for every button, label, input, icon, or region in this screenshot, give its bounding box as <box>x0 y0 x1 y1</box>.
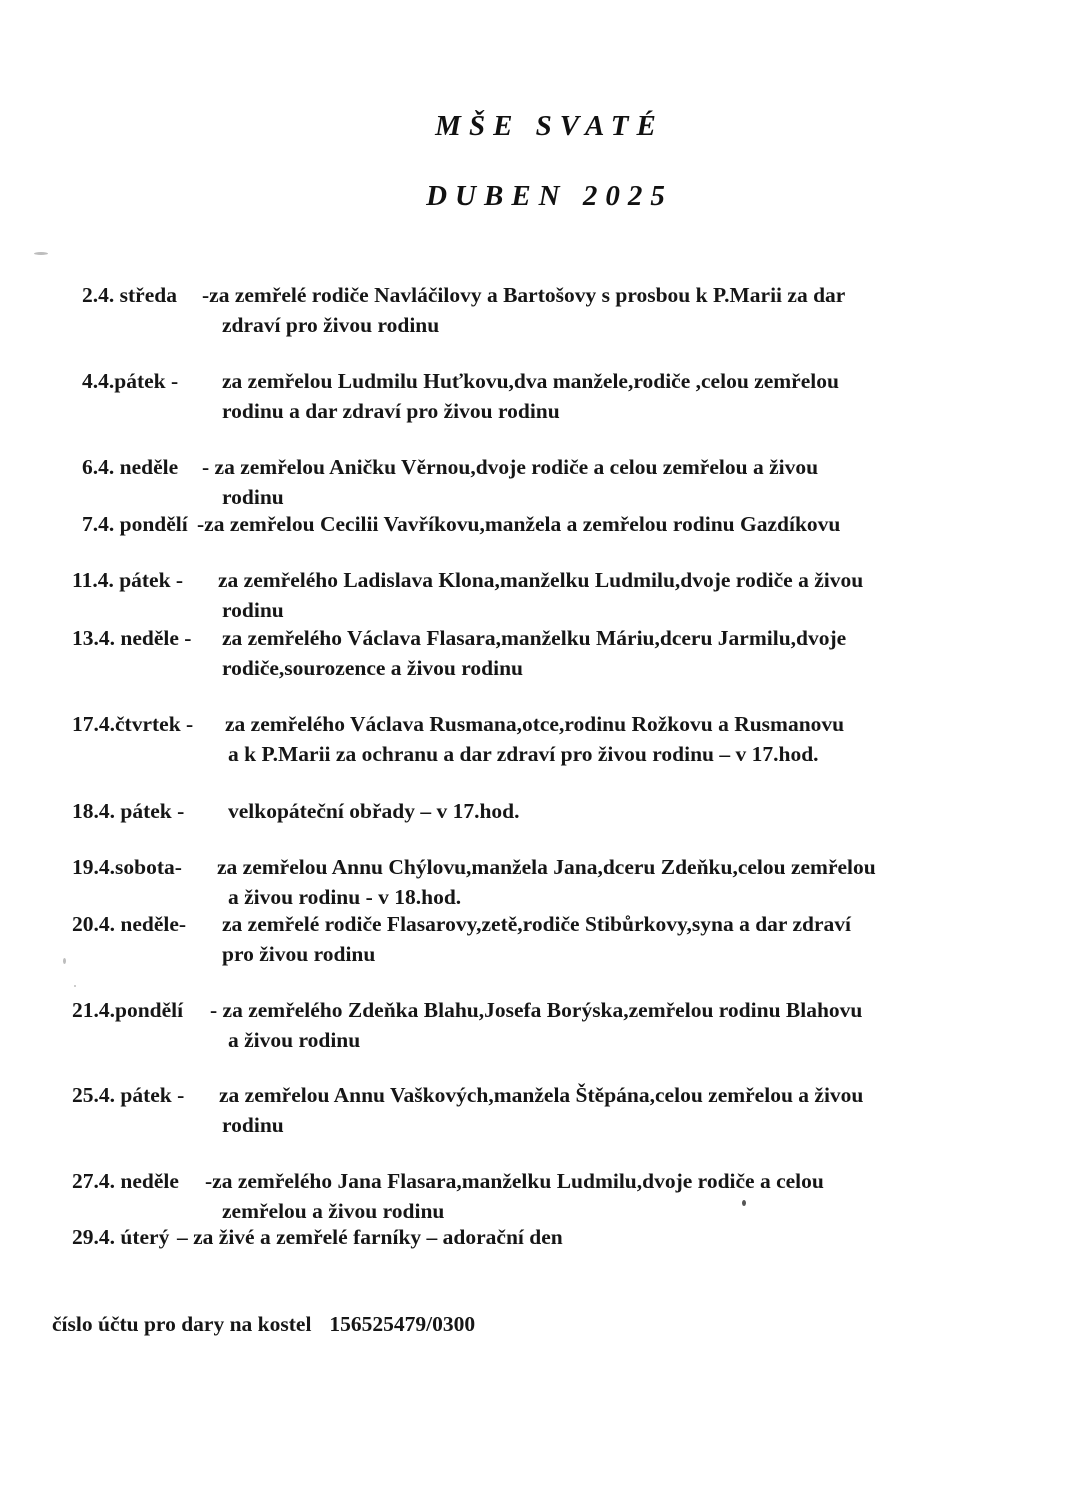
mass-intention-continuation: rodiče,sourozence a živou rodinu <box>222 656 523 680</box>
mass-date: 27.4. neděle <box>72 1169 179 1193</box>
mass-date: 11.4. pátek - <box>72 568 184 592</box>
mass-intention: za zemřelého Václava Rusmana,otce,rodinu Rožkovu a Rusmanovu <box>225 712 845 736</box>
bank-account-line <box>52 1309 475 1339</box>
mass-intention: -za zemřelé rodiče Navláčilovy a Bartošovy s prosbou k P.Marii za dar <box>202 283 846 307</box>
mass-date: 29.4. úterý <box>72 1225 170 1249</box>
mass-intention-continuation: rodinu a dar zdraví pro živou rodinu <box>222 399 560 423</box>
mass-intention-continuation: zdraví pro živou rodinu <box>222 313 440 337</box>
mass-intention: - za zemřelého Zdeňka Blahu,Josefa Borýska,zemřelou rodinu Blahovu <box>210 998 863 1022</box>
scan-speck <box>34 252 48 255</box>
mass-date: 17.4.čtvrtek - <box>72 712 194 736</box>
mass-date: 18.4. pátek - <box>72 799 185 823</box>
mass-date: 13.4. neděle - <box>72 626 192 650</box>
page-title: MŠE SVATÉ <box>435 110 664 142</box>
mass-intention: za zemřelou Annu Vaškových,manžela Štěpána,celou zemřelou a živou <box>219 1083 864 1107</box>
mass-intention: velkopáteční obřady – v 17.hod. <box>228 799 520 823</box>
mass-date: 7.4. pondělí <box>82 512 188 536</box>
mass-intention: -za zemřelou Cecilii Vavříkovu,manžela a zemřelou rodinu Gazdíkovu <box>197 512 841 536</box>
mass-intention-continuation: rodinu <box>222 1113 284 1137</box>
mass-date: 20.4. neděle- <box>72 912 187 936</box>
mass-intention: – za živé a zemřelé farníky – adorační den <box>177 1225 563 1249</box>
mass-intention: - za zemřelou Aničku Věrnou,dvoje rodiče a celou zemřelou a živou <box>202 455 819 479</box>
scan-speck <box>742 1200 746 1206</box>
mass-intention-continuation: rodinu <box>222 485 284 509</box>
mass-intention: za zemřelého Václava Flasara,manželku Máriu,dceru Jarmilu,dvoje <box>222 626 847 650</box>
mass-date: 4.4.pátek - <box>82 369 179 393</box>
page-subtitle: DUBEN 2025 <box>426 180 673 212</box>
mass-intention-continuation: pro živou rodinu <box>222 942 376 966</box>
mass-intention-continuation: a k P.Marii za ochranu a dar zdraví pro živou rodinu – v 17.hod. <box>228 742 819 766</box>
mass-intention: za zemřelé rodiče Flasarovy,zetě,rodiče Stibůrkovy,syna a dar zdraví <box>222 912 851 936</box>
mass-intention: -za zemřelého Jana Flasara,manželku Ludmilu,dvoje rodiče a celou <box>205 1169 824 1193</box>
mass-date: 19.4.sobota- <box>72 855 182 879</box>
mass-intention: za zemřelou Ludmilu Huťkovu,dva manžele,rodiče ,celou zemřelou <box>222 369 839 393</box>
mass-date: 2.4. středa <box>82 283 177 307</box>
mass-intention: za zemřelého Ladislava Klona,manželku Ludmilu,dvoje rodiče a živou <box>218 568 864 592</box>
mass-intention-continuation: rodinu <box>222 598 284 622</box>
mass-date: 6.4. neděle <box>82 455 179 479</box>
mass-intention: za zemřelou Annu Chýlovu,manžela Jana,dceru Zdeňku,celou zemřelou <box>217 855 876 879</box>
mass-intention-continuation: zemřelou a živou rodinu <box>222 1199 445 1223</box>
bank-account-number: 156525479/0300 <box>329 1312 476 1336</box>
scan-speck <box>63 958 66 964</box>
bank-account-label: číslo účtu pro dary na kostel <box>52 1312 312 1336</box>
mass-date: 21.4.pondělí <box>72 998 184 1022</box>
mass-date: 25.4. pátek - <box>72 1083 185 1107</box>
mass-intention-continuation: a živou rodinu <box>228 1028 361 1052</box>
scan-speck <box>74 985 76 987</box>
mass-intention-continuation: a živou rodinu - v 18.hod. <box>228 885 462 909</box>
